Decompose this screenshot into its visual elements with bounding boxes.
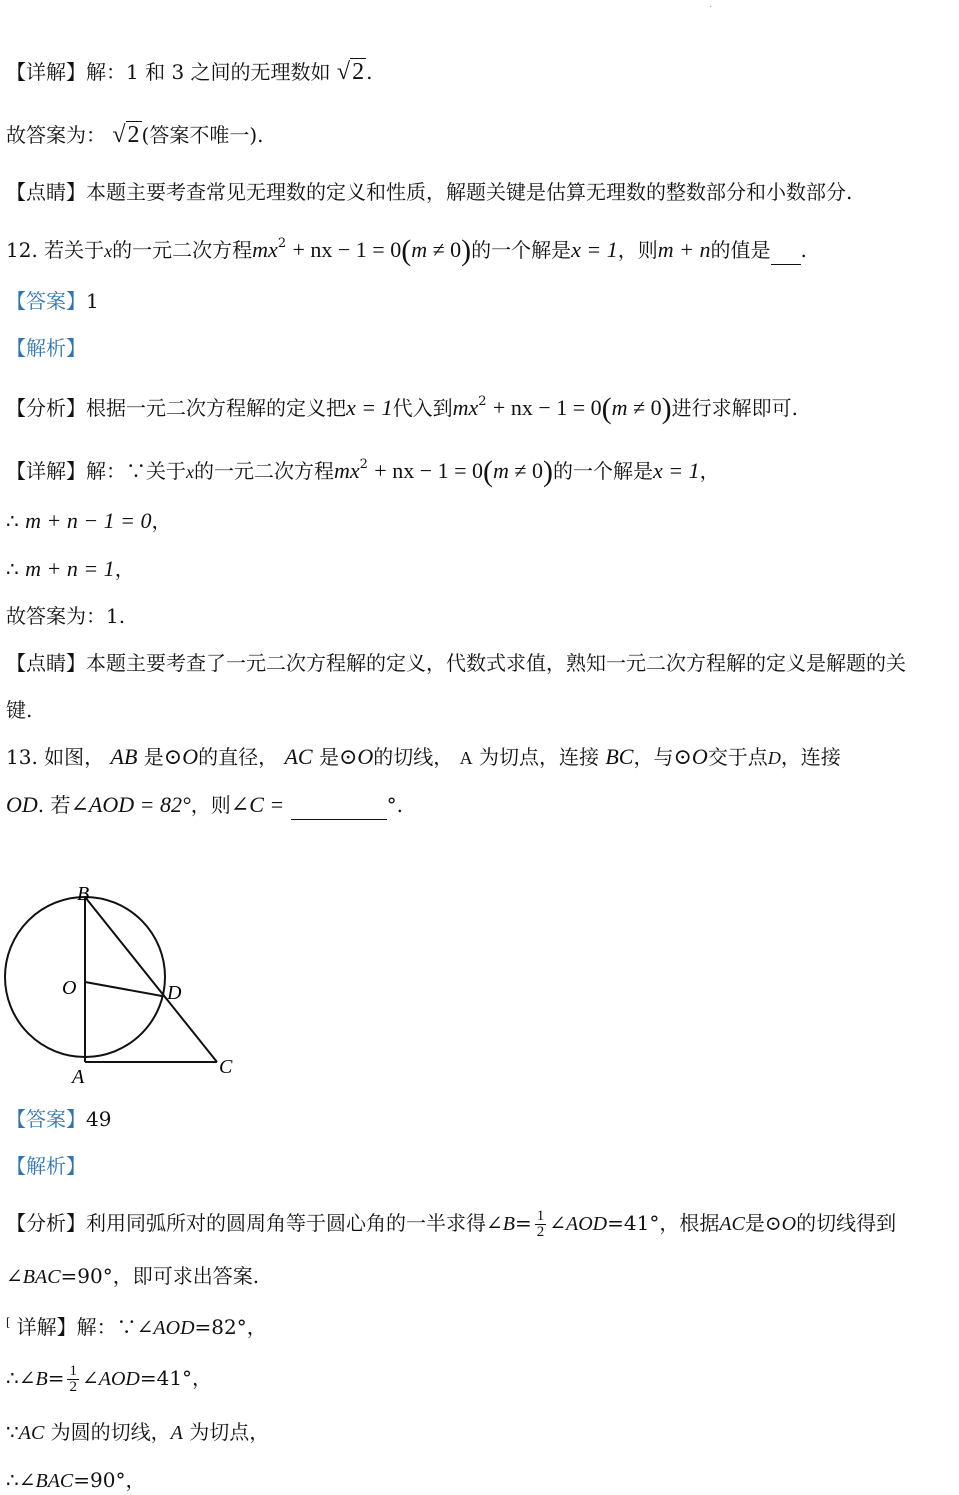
circle-O: ⊙O [673,744,708,769]
q13-fenxi-2: =41°，根据 [607,1211,720,1235]
fenxi-tag: 【分析】 [6,1211,86,1235]
q13-stem-7: ，连接 [780,745,841,769]
q12-stem-2: 的一元二次方程 [112,238,253,262]
circle-O: ⊙O [338,744,374,769]
q13-stem-1: 如图， [44,745,105,769]
q13-step1-a: ∴∠ [6,1366,36,1390]
q12-step1-eq: m + n − 1 = 0 [25,508,152,533]
angle-BAC: BAC [22,1266,61,1288]
q12-step1 [6,509,172,533]
corner-mark: · [709,2,713,13]
q11-note-line [6,180,852,204]
q13-step3-a: ∴∠ [6,1468,36,1492]
bracket-mark: [ [6,1316,11,1329]
q12-note-line [6,651,906,675]
detail-tag: 【详解】 [6,459,86,483]
q13-stem-line1 [6,745,841,770]
seg-AC: AC [18,1422,45,1444]
eq-rest: + nx − 1 = 0 [292,237,402,262]
fenxi-tag: 【分析】 [6,396,86,420]
q12-answer-value: 1 [86,289,99,313]
eq-mx: mx [452,395,479,420]
q13-step1-eq: = [47,1366,65,1390]
cond-m: m [493,458,509,483]
q13-step1 [6,1364,212,1395]
point-O: O [781,1213,797,1235]
q12-stem-1: 若关于 [44,238,105,262]
q12-fenxi-2: 代入到 [392,396,453,420]
segment-OD [85,982,162,996]
paren-close: ) [661,392,672,425]
cond-rest: ≠ 0 [508,458,543,483]
exponent-2: 2 [359,457,368,472]
angle-AOD: ∠AOD = 82° [70,792,191,817]
label-A: A [72,1066,85,1088]
q12-fenxi-line [6,390,798,425]
frac-num: 1 [536,1208,545,1224]
point-D: D [767,748,781,768]
paren-open: ( [483,455,494,488]
detail-tag: 【详解】 [6,60,86,84]
q12-final [6,604,125,628]
label-C: C [219,1056,233,1078]
paren-close: ) [543,455,553,488]
x-eq-1: x = 1 [346,395,393,420]
q13-answer-value: 49 [86,1107,112,1131]
exponent-2: 2 [478,394,487,409]
frac-num: 1 [69,1363,77,1379]
because-sign: ∵ [6,1420,19,1444]
q12-stem [6,232,807,265]
sqrt-two-answer: √2 [112,122,140,148]
detail-tag: 详解】 [16,1315,77,1339]
q11-final-line [6,123,264,147]
cond-m: m [411,237,428,262]
q13-fenxi-line [6,1209,896,1240]
q12-step1-end: ， [151,509,172,533]
q13-analysis-line [6,1154,86,1178]
answer-tag: 【答案】 [6,289,86,313]
analysis-tag: 【解析】 [6,1154,86,1178]
q13-stem-6: 交于点 [707,745,768,769]
angle-BAC: BAC [35,1470,74,1492]
q12-stem-4: ，则 [617,238,658,262]
q13-fenxi-1: 利用同弧所对的圆周角等于圆心角的一半求得∠ [86,1211,503,1235]
paren-open: ( [401,234,412,267]
segment-BC [85,897,217,1062]
q12-note-text: 本题主要考查了一元二次方程解的定义，代数式求值，熟知一元二次方程解的定义是解题的关 [86,651,906,675]
angle-AOD: ∠AOD [549,1213,608,1235]
angle-B: B [35,1368,48,1390]
q13-stem-3: 的切线， [373,745,454,769]
q11-note-text: 本题主要考查常见无理数的定义和性质，解题关键是估算无理数的整数部分和小数部分. [86,180,853,204]
fraction-half [535,1209,547,1240]
q13-number: 13. [6,745,38,769]
q12-final-text: 故答案为：1. [6,604,126,628]
angle-B: B [502,1213,515,1235]
answer-blank [291,795,387,820]
word-is: 是 [143,745,164,769]
q13-stem-5: ，与 [633,745,674,769]
q13-step3-b: =90°， [73,1468,146,1492]
var-x: x [186,462,194,482]
therefore-sign: ∴ [6,557,19,581]
q13-fenxi-3: 是⊙ [744,1211,782,1235]
cond-m: m [611,395,628,420]
frac-den: 2 [69,1379,77,1395]
exponent-2: 2 [277,236,287,251]
q12-fenxi-1: 根据一元二次方程解的定义把 [86,396,346,420]
fraction-half [67,1364,79,1395]
seg-AB: AB [110,744,138,769]
x-eq-1: x = 1 [653,458,700,483]
q13-fenxi-4: 的切线得到 [796,1211,897,1235]
angle-sign: ∠ [6,1264,23,1288]
label-D: D [167,982,182,1004]
q13-detail-line [6,1311,267,1340]
q11-detail-text: 解：1 和 3 之间的无理数如 [86,60,331,84]
q12-step2 [6,557,135,581]
q12-analysis-line [6,336,86,360]
q11-detail-end: . [366,60,373,84]
q13-detail-1: 解：∵∠ [76,1315,154,1339]
q12-detail-end: ， [699,459,720,483]
point-A: A [170,1422,183,1444]
q13-stem-4: 为切点，连接 [479,745,599,769]
q13-stem-8: . 若 [37,793,71,817]
q12-step2-end: ， [114,557,135,581]
q12-answer-line [6,289,99,313]
eq-rest: + nx − 1 = 0 [492,395,602,420]
q13-fenxi-line2-text: =90°，即可求出答案. [60,1264,260,1288]
angle-AOD: AOD [98,1368,140,1390]
point-A: A [459,748,473,768]
eq-mx: mx [334,458,360,483]
label-B: B [77,883,90,905]
q13-answer-line [6,1107,111,1131]
note-tag: 【点睛】 [6,651,86,675]
q13-detail-2: =82°， [194,1315,267,1339]
word-is: 是 [318,745,339,769]
cond-rest: ≠ 0 [627,395,662,420]
eq-rest: + nx − 1 = 0 [374,458,484,483]
q12-stem-end: . [800,238,807,262]
seg-OD: OD [6,792,38,817]
q13-step2-b: 为圆的切线， [44,1420,171,1444]
q12-stem-5: 的值是 [710,238,771,262]
q12-fenxi-3: 进行求解即可. [671,396,798,420]
analysis-tag: 【解析】 [6,336,86,360]
q13-stem-end: °. [386,793,403,817]
q11-detail-line [6,60,372,84]
angle-C: ∠C = [230,792,285,817]
q12-number: 12. [6,238,38,262]
q12-detail-1: 解：∵关于 [86,459,186,483]
answer-tag: 【答案】 [6,1107,86,1131]
geometry-figure [0,870,260,1090]
frac-den: 2 [536,1224,545,1240]
m-plus-n: m + n [657,237,711,262]
q12-note-cont-text: 键. [6,698,33,722]
paren-open: ( [601,392,612,425]
q12-detail-2: 的一元二次方程 [194,459,334,483]
q13-stem-line2 [6,793,403,820]
q13-step2 [6,1420,269,1445]
q12-stem-3: 的一个解是 [471,238,572,262]
q13-fenxi-eq: = [514,1211,532,1235]
q12-detail-line [6,453,720,488]
q11-final-suffix: (答案不唯一). [141,123,264,147]
q13-stem-2: 的直径， [198,745,279,769]
note-tag: 【点睛】 [6,180,86,204]
seg-AC: AC [719,1213,745,1235]
q12-step2-eq: m + n = 1 [25,556,115,581]
therefore-sign: ∴ [6,509,19,533]
x-eq-1: x = 1 [571,237,618,262]
seg-BC: BC [605,744,634,769]
q12-detail-3: 的一个解是 [553,459,653,483]
seg-AC: AC [284,744,313,769]
paren-close: ) [461,234,472,267]
label-O: O [62,977,77,999]
angle-AOD: AOD [153,1317,195,1339]
q12-note-cont [6,698,32,722]
q13-step1-end: =41°， [139,1366,213,1390]
q13-step3 [6,1468,145,1493]
cond-rest: ≠ 0 [427,237,462,262]
var-x: x [104,241,113,261]
answer-blank [771,240,801,265]
q13-fenxi-line2 [6,1264,259,1289]
q13-step2-c: 为切点， [182,1420,270,1444]
angle-sign: ∠ [81,1366,99,1390]
q11-final-prefix: 故答案为： [6,123,106,147]
circle-O: ⊙O [163,744,199,769]
q13-stem-9: ，则 [190,793,231,817]
eq-mx: mx [252,237,278,262]
sqrt-two: √2 [336,59,365,85]
